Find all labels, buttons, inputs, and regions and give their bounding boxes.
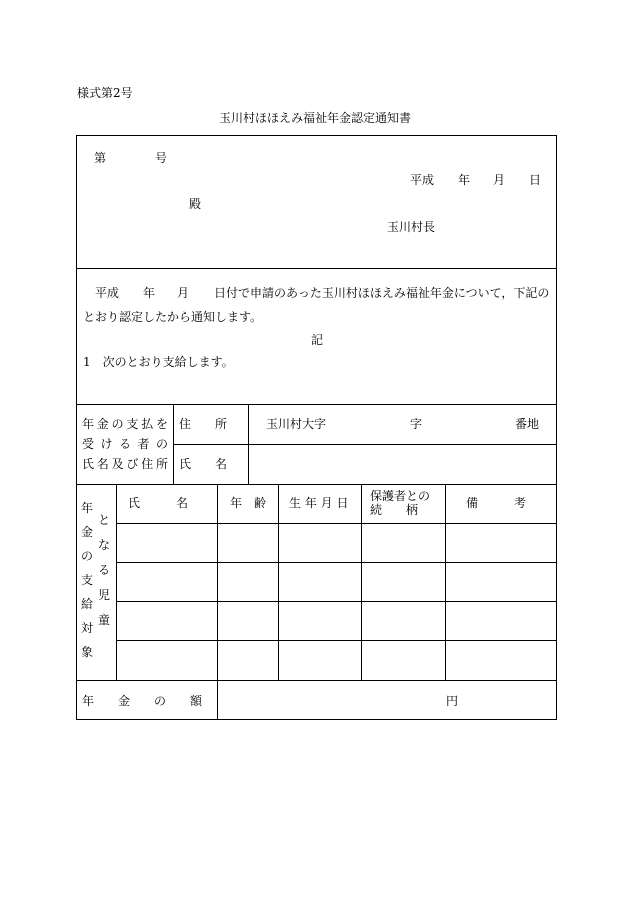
- address-banchi: 番地: [515, 417, 540, 431]
- divider-child-header: [116, 523, 557, 524]
- vertical-char: 児: [97, 588, 110, 602]
- divider-recipient: [76, 484, 557, 485]
- body-line2: とおり認定したから通知します。: [83, 310, 263, 324]
- vline-col-age: [278, 484, 279, 680]
- vertical-char: 給: [80, 597, 93, 611]
- col-birth-header: 生 年 月 日: [289, 496, 349, 510]
- date-day: 日: [529, 173, 542, 187]
- form-number: 様式第2号: [77, 86, 133, 100]
- amount-label: 年 金 の 額: [82, 694, 203, 708]
- col-remarks-header: 備 考: [466, 496, 527, 510]
- address-aza: 字: [410, 417, 423, 431]
- divider-child-row1: [116, 562, 557, 563]
- addressee-honorific: 殿: [189, 197, 202, 211]
- col-relation-header-line1: 保護者との: [370, 489, 431, 503]
- vertical-char: 支: [80, 573, 93, 587]
- recipient-label-line1: 年金の支払を: [82, 417, 168, 431]
- vertical-char: の: [80, 549, 93, 563]
- vertical-char: 金: [80, 525, 93, 539]
- issuer-name: 玉川村長: [387, 220, 436, 234]
- vline-recipient-field: [248, 404, 249, 484]
- divider-child-row3: [116, 640, 557, 641]
- vertical-char: と: [97, 513, 110, 527]
- body-line1-text: 日付で申請のあった玉川村ほほえみ福祉年金について，下記の: [214, 286, 550, 300]
- vertical-char: 年: [80, 501, 93, 515]
- vline-col-relation: [445, 484, 446, 680]
- date-month: 月: [493, 173, 506, 187]
- body-era: 平成: [95, 286, 120, 300]
- ki-heading: 記: [311, 333, 324, 347]
- divider-body: [76, 404, 557, 405]
- body-month: 月: [177, 286, 190, 300]
- vertical-char: 童: [97, 613, 110, 627]
- document-title: 玉川村ほほえみ福祉年金認定通知書: [218, 111, 411, 125]
- divider-child-row2: [116, 601, 557, 602]
- col-name-header: 氏 名: [128, 496, 189, 510]
- item-1: 1 次のとおり支給します。: [83, 355, 234, 369]
- divider-address-name: [173, 444, 557, 445]
- address-value: 玉川村大字: [266, 417, 327, 431]
- doc-no-prefix: 第: [94, 151, 107, 165]
- name-label: 氏 名: [179, 457, 228, 471]
- vertical-char: な: [97, 538, 110, 552]
- vline-children-side: [116, 484, 117, 680]
- recipient-label-line3: 氏名及び住所: [82, 457, 168, 471]
- vertical-char: る: [97, 563, 110, 577]
- body-year: 年: [143, 286, 156, 300]
- doc-no-suffix: 号: [155, 151, 168, 165]
- date-year: 年: [458, 173, 471, 187]
- date-era: 平成: [410, 173, 435, 187]
- divider-amount: [76, 680, 557, 681]
- vline-col-name: [217, 484, 218, 720]
- vline-recipient-label: [173, 404, 174, 484]
- col-relation-header-line2: 続 柄: [370, 503, 419, 517]
- vline-col-birth: [361, 484, 362, 680]
- divider-header: [76, 268, 557, 269]
- col-age-header: 年 齢: [230, 496, 267, 510]
- vertical-char: 対: [80, 621, 93, 635]
- address-label: 住 所: [179, 417, 228, 431]
- amount-unit: 円: [446, 694, 459, 708]
- vertical-char: 象: [80, 645, 93, 659]
- recipient-label-line2: 受ける者の: [82, 437, 168, 451]
